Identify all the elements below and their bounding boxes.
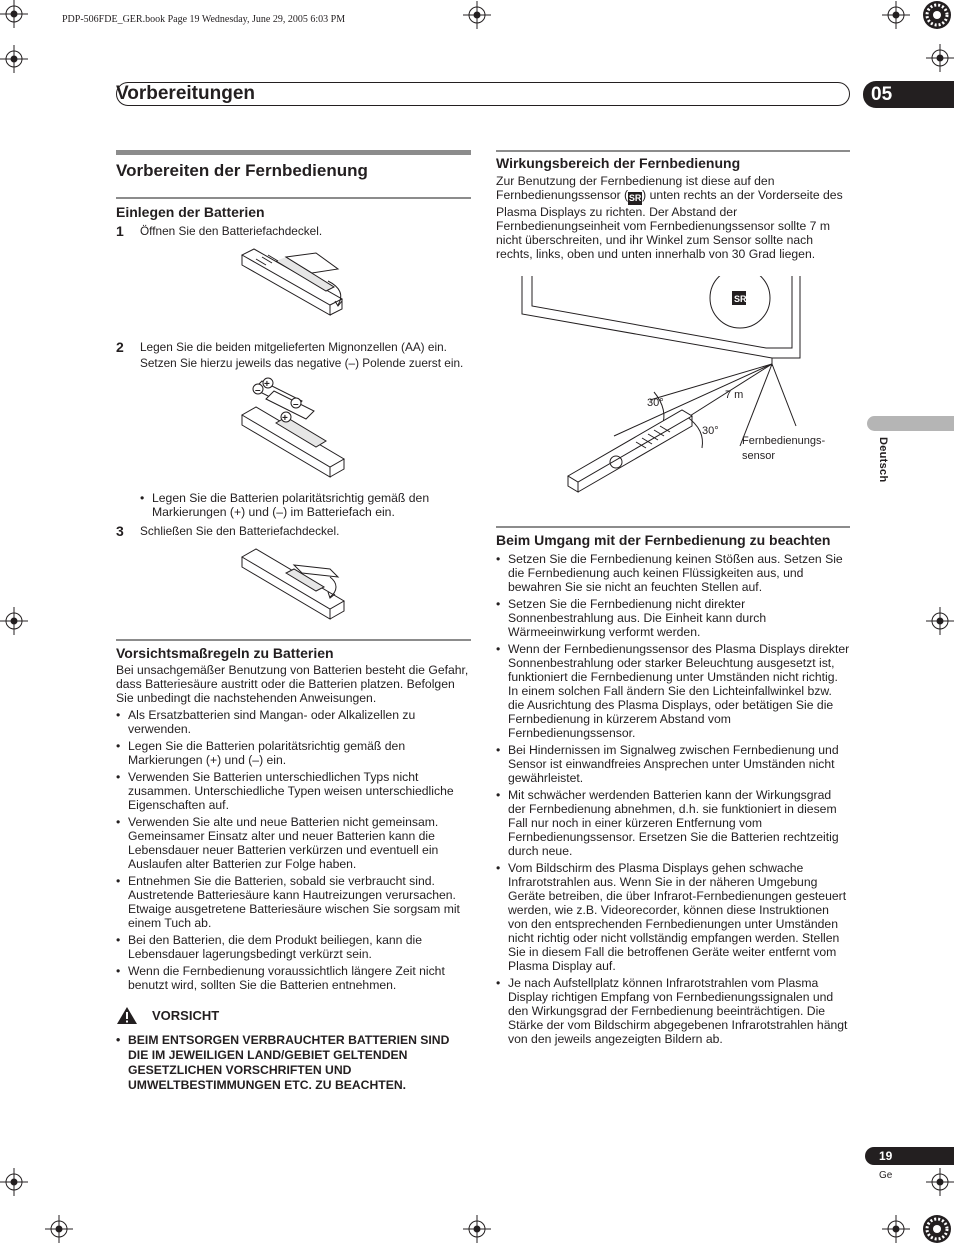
book-info-line: PDP-506FDE_GER.book Page 19 Wednesday, June 29, 2005 6:03 PM: [62, 14, 346, 25]
battery-minus-symbol: –: [255, 385, 261, 396]
registration-mark-bottom-right: [882, 1215, 910, 1243]
list-item: • Vom Bildschirm des Plasma Displays gehen schwache Infrarotstrahlen aus. Wenn Sie in der näheren Umgebung Geräte betreiben, die über Infrarot-Fernbedienungen gesteuert werden, wie z.B. Videorecorder, können diese Instruktionen von den entsprechenden Fernbedienungen unter Umständen nicht richtig oder nicht vollständig empfangen werden. Stellen Sie in diesem Fall die betroffenen Geräte weiter entfernt vom Plasma Display auf.: [496, 861, 850, 973]
chapter-tab: 05: [863, 81, 954, 108]
registration-mark-mid-right: [926, 607, 954, 635]
range-text-part-1: Zur Benutzung der Fernbedienung ist diese auf den Fernbedienungssensor (: [496, 174, 775, 202]
caution-header: [116, 1006, 471, 1025]
page-language-code: Ge: [879, 1170, 893, 1181]
registration-mark-mid-left: [0, 607, 28, 635]
sensor-callout-icon: SR: [734, 294, 747, 304]
subsection-rule: [116, 197, 471, 199]
range-title: Wirkungsbereich der Fernbedienung: [496, 155, 741, 171]
battery-insert-illustration: [116, 377, 471, 485]
registration-mark-top-left: [0, 0, 28, 28]
step-2-notes: [140, 491, 471, 519]
handling-title: Beim Umgang mit der Fernbedienung zu beachten: [496, 532, 831, 548]
list-item: • Als Ersatzbatterien sind Mangan- oder Alkalizellen zu verwenden.: [116, 708, 471, 736]
step-2: [116, 339, 471, 371]
subsection-rule: [496, 526, 850, 528]
step-text: Öffnen Sie den Batteriefachdeckel.: [140, 224, 323, 238]
warning-triangle-icon: [116, 1006, 138, 1025]
battery-plus-symbol-2: +: [282, 413, 288, 424]
step-number: 2: [116, 339, 124, 355]
step-number: 3: [116, 523, 124, 539]
remote-close-cover-illustration: [116, 543, 471, 625]
list-item: • Verwenden Sie alte und neue Batterien nicht gemeinsam. Gemeinsamer Einsatz alter und neuer Batterien kann die Lebensdauer neuer Batterien verkürzen und eventuell ein Auslaufen alter Batterien zur Folge haben.: [116, 815, 471, 871]
left-column: [116, 150, 471, 1093]
remote-sensor-icon: SR: [628, 193, 642, 203]
range-text-part-2: ) unten rechts an der Vorderseite des Plasma Displays zu richten. Der Abstand der Fernbedienungseinheit vom Fernbedienungssensor sollte 7 m nicht überschreiten, und ihr Winkel zum Sensor sollte nach rechts, links, oben und unten innerhalb von 30 Grad liegen.: [496, 188, 843, 261]
insert-batteries-title: Einlegen der Batterien: [116, 204, 265, 220]
precautions-list: [116, 708, 471, 992]
caution-text: • BEIM ENTSORGEN VERBRAUCHTER BATTERIEN SIND DIE IM JEWEILIGEN LAND/GEBIET GELTENDEN GESETZLICHEN VORSCHRIFTEN UND UMWELTBESTIMMUNGEN ETC. ZU BEACHTEN.: [116, 1033, 471, 1093]
registration-mark-top-right-2: [926, 44, 954, 72]
handling-list: [496, 552, 850, 1046]
list-item: • Setzen Sie die Fernbedienung nicht direkter Sonnenbestrahlung aus. Die Einheit kann durch Wärmeeinwirkung verformt werden.: [496, 597, 850, 639]
battery-plus-symbol: +: [264, 379, 270, 390]
caution-list: [116, 1033, 471, 1093]
list-item: • Setzen Sie die Fernbedienung keinen Stößen aus. Setzen Sie die Fernbedienung auch keinen Flüssigkeiten aus, und bewahren Sie sie nicht an feuchten Stellen auf.: [496, 552, 850, 594]
color-rosette-top-right: [922, 0, 952, 30]
subsection-rule: [496, 150, 850, 152]
range-text: [496, 174, 850, 261]
color-rosette-bottom-right: [922, 1214, 952, 1244]
remote-open-cover-illustration: [116, 243, 471, 333]
registration-mark-top-center: [463, 1, 491, 29]
angle-label-2: 30°: [702, 425, 719, 437]
registration-mark-bottom-right-2: [926, 1168, 954, 1196]
language-label: Deutsch: [877, 437, 889, 483]
list-item: • Entnehmen Sie die Batterien, sobald sie verbraucht sind. Austretende Batteriesäure kann Hautreizungen verursachen. Etwaige ausgetretene Batteriesäure wischen Sie sorgsam mit einem Tuch ab.: [116, 874, 471, 930]
list-item: • Bei den Batterien, die dem Produkt beiliegen, kann die Lebensdauer lagerungsbedingt verkürzt sein.: [116, 933, 471, 961]
page-number: 19: [865, 1147, 954, 1165]
list-item: • Legen Sie die Batterien polaritätsrichtig gemäß den Markierungen (+) und (–) ein.: [116, 739, 471, 767]
step-3: [116, 523, 471, 539]
step-1: [116, 223, 471, 239]
subsection-rule: [116, 639, 471, 641]
list-item: • Mit schwächer werdenden Batterien kann der Wirkungsgrad der Fernbedienung abnehmen, d.h. sie funktioniert in diesem Fall nur noch in einer kürzeren Entfernung vom Fernbedienungssensor. Ersetzen Sie die Batterien rechtzeitig durch neue.: [496, 788, 850, 858]
precautions-title: Vorsichtsmaßregeln zu Batterien: [116, 645, 334, 661]
remote-range-diagram: [496, 276, 850, 512]
right-column: [496, 150, 850, 1049]
list-item: • Legen Sie die Batterien polaritätsrichtig gemäß den Markierungen (+) und (–) im Batteriefach ein.: [140, 491, 471, 519]
language-tab: [867, 416, 954, 431]
registration-mark-top-right: [882, 1, 910, 29]
sensor-label-line-1: Fernbedienungs-: [742, 435, 826, 447]
angle-label-1: 30°: [647, 397, 664, 409]
sensor-label-line-2: sensor: [742, 450, 776, 462]
section-title: Vorbereiten der Fernbedienung: [116, 161, 368, 180]
registration-mark-top-left-2: [0, 45, 28, 73]
list-item: • Wenn der Fernbedienungssensor des Plasma Displays direkter Sonnenbestrahlung oder starker Beleuchtung ausgesetzt ist, funktioniert die Fernbedienung unter Umständen nicht richtig. In einem solchen Fall ändern Sie den Lichteinfallwinkel bzw. die Ausrichtung des Plasma Displays, oder betätigen Sie die Fernbedienung in kürzerem Abstand vom Fernbedienungssensor.: [496, 642, 850, 740]
list-item: • Bei Hindernissen im Signalweg zwischen Fernbedienung und Sensor ist einwandfreies Ansprechen unter Umständen nicht gewährleistet.: [496, 743, 850, 785]
list-item: • Wenn die Fernbedienung voraussichtlich längere Zeit nicht benutzt wird, sollten Sie die Batterien entnehmen.: [116, 964, 471, 992]
step-text: Legen Sie die beiden mitgelieferten Mignonzellen (AA) ein. Setzen Sie hierzu jeweils das negative (–) Polende zuerst ein.: [140, 340, 464, 370]
list-item: • Verwenden Sie Batterien unterschiedlichen Typs nicht zusammen. Unterschiedliche Typen weisen unterschiedliche Eigenschaften auf.: [116, 770, 471, 812]
precautions-intro: Bei unsachgemäßer Benutzung von Batterien besteht die Gefahr, dass Batteriesäure austritt oder die Batterien platzen. Befolgen Sie unbedingt die nachstehenden Anweisungen.: [116, 663, 469, 705]
caution-title: VORSICHT: [152, 1008, 220, 1023]
list-item: • Je nach Aufstellplatz können Infrarotstrahlen vom Plasma Display richtigen Empfang von Fernbedienungssignalen und den Wirkungsgrad der Fernbedienung beeinträchtigen. Die Stärke der vom Bildschirm abgegebenen Infrarotstrahlen hängt von den jeweils angezeigten Bildern ab.: [496, 976, 850, 1046]
page-title: Vorbereitungen: [116, 83, 255, 104]
registration-mark-bottom-center: [463, 1215, 491, 1243]
section-rule: [116, 150, 471, 155]
registration-mark-bottom-left: [0, 1168, 28, 1196]
step-text: Schließen Sie den Batteriefachdeckel.: [140, 524, 340, 538]
step-number: 1: [116, 223, 124, 239]
battery-minus-symbol-2: –: [293, 399, 299, 410]
distance-label: 7 m: [725, 389, 744, 401]
registration-mark-bottom-left-2: [45, 1215, 73, 1243]
